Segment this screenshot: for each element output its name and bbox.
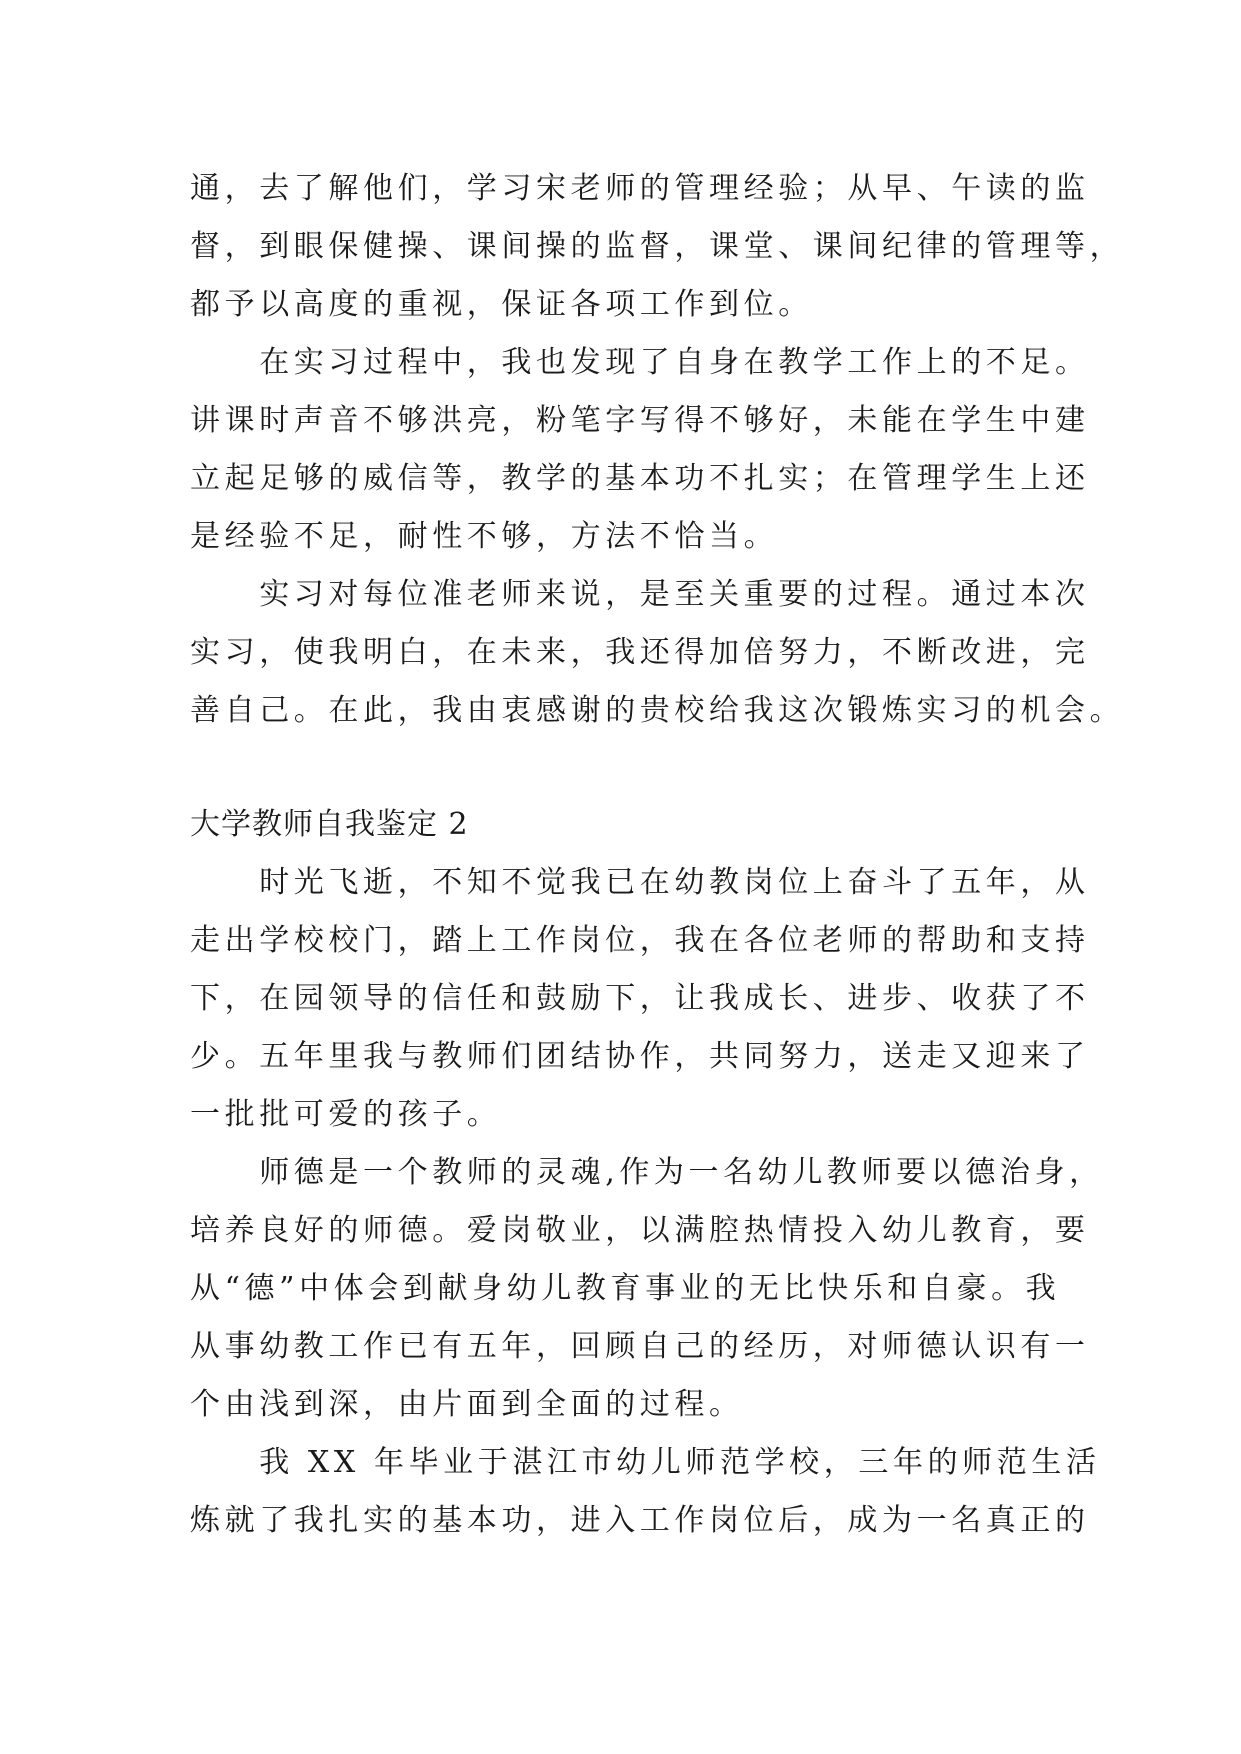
document-page bbox=[190, 160, 1125, 1550]
section-1-body bbox=[190, 160, 1125, 740]
text-line: 通，去了解他们，学习宋老师的管理经验；从早、午读的监 bbox=[190, 171, 1090, 206]
text-line: 师德是一个教师的灵魂,作为一名幼儿教师要以德治身， bbox=[190, 1155, 1104, 1190]
section-2 bbox=[190, 796, 1104, 1550]
text-line: 炼就了我扎实的基本功，进入工作岗位后，成为一名真正的 bbox=[190, 1503, 1090, 1538]
text-line: 从事幼教工作已有五年，回顾自己的经历，对师德认识有一 bbox=[190, 1329, 1090, 1364]
text-line: 培养良好的师德。爱岗敬业，以满腔热情投入幼儿教育，要 bbox=[190, 1213, 1090, 1248]
text-line: 我 XX 年毕业于湛江市幼儿师范学校，三年的师范生活 bbox=[190, 1445, 1101, 1480]
text-line: 走出学校校门，踏上工作岗位，我在各位老师的帮助和支持 bbox=[190, 923, 1090, 958]
text-line: 都予以高度的重视，保证各项工作到位。 bbox=[190, 287, 813, 322]
text-line: 善自己。在此，我由衷感谢的贵校给我这次锻炼实习的机会。 bbox=[190, 693, 1125, 728]
text-line: 实习对每位准老师来说，是至关重要的过程。通过本次 bbox=[190, 577, 1090, 612]
text-line: 督，到眼保健操、课间操的监督，课堂、课间纪律的管理等， bbox=[190, 229, 1125, 264]
text-line: 实习，使我明白，在未来，我还得加倍努力，不断改进，完 bbox=[190, 635, 1090, 670]
text-line: 下，在园领导的信任和鼓励下，让我成长、进步、收获了不 bbox=[190, 981, 1090, 1016]
section-heading: 大学教师自我鉴定 2 bbox=[190, 807, 469, 842]
text-line: 是经验不足，耐性不够，方法不恰当。 bbox=[190, 519, 779, 554]
text-line: 时光飞逝，不知不觉我已在幼教岗位上奋斗了五年，从 bbox=[190, 865, 1090, 900]
text-line: 立起足够的威信等，教学的基本功不扎实；在管理学生上还 bbox=[190, 461, 1090, 496]
text-line: 少。五年里我与教师们团结协作，共同努力，送走又迎来了 bbox=[190, 1039, 1090, 1074]
text-line: 个由浅到深，由片面到全面的过程。 bbox=[190, 1387, 744, 1422]
text-line: 从“德”中体会到献身幼儿教育事业的无比快乐和自豪。我 bbox=[190, 1271, 1061, 1306]
text-line: 讲课时声音不够洪亮，粉笔字写得不够好，未能在学生中建 bbox=[190, 403, 1090, 438]
text-line: 一批批可爱的孩子。 bbox=[190, 1097, 502, 1132]
text-line: 在实习过程中，我也发现了自身在教学工作上的不足。 bbox=[190, 345, 1090, 380]
section-spacer bbox=[190, 740, 1062, 796]
